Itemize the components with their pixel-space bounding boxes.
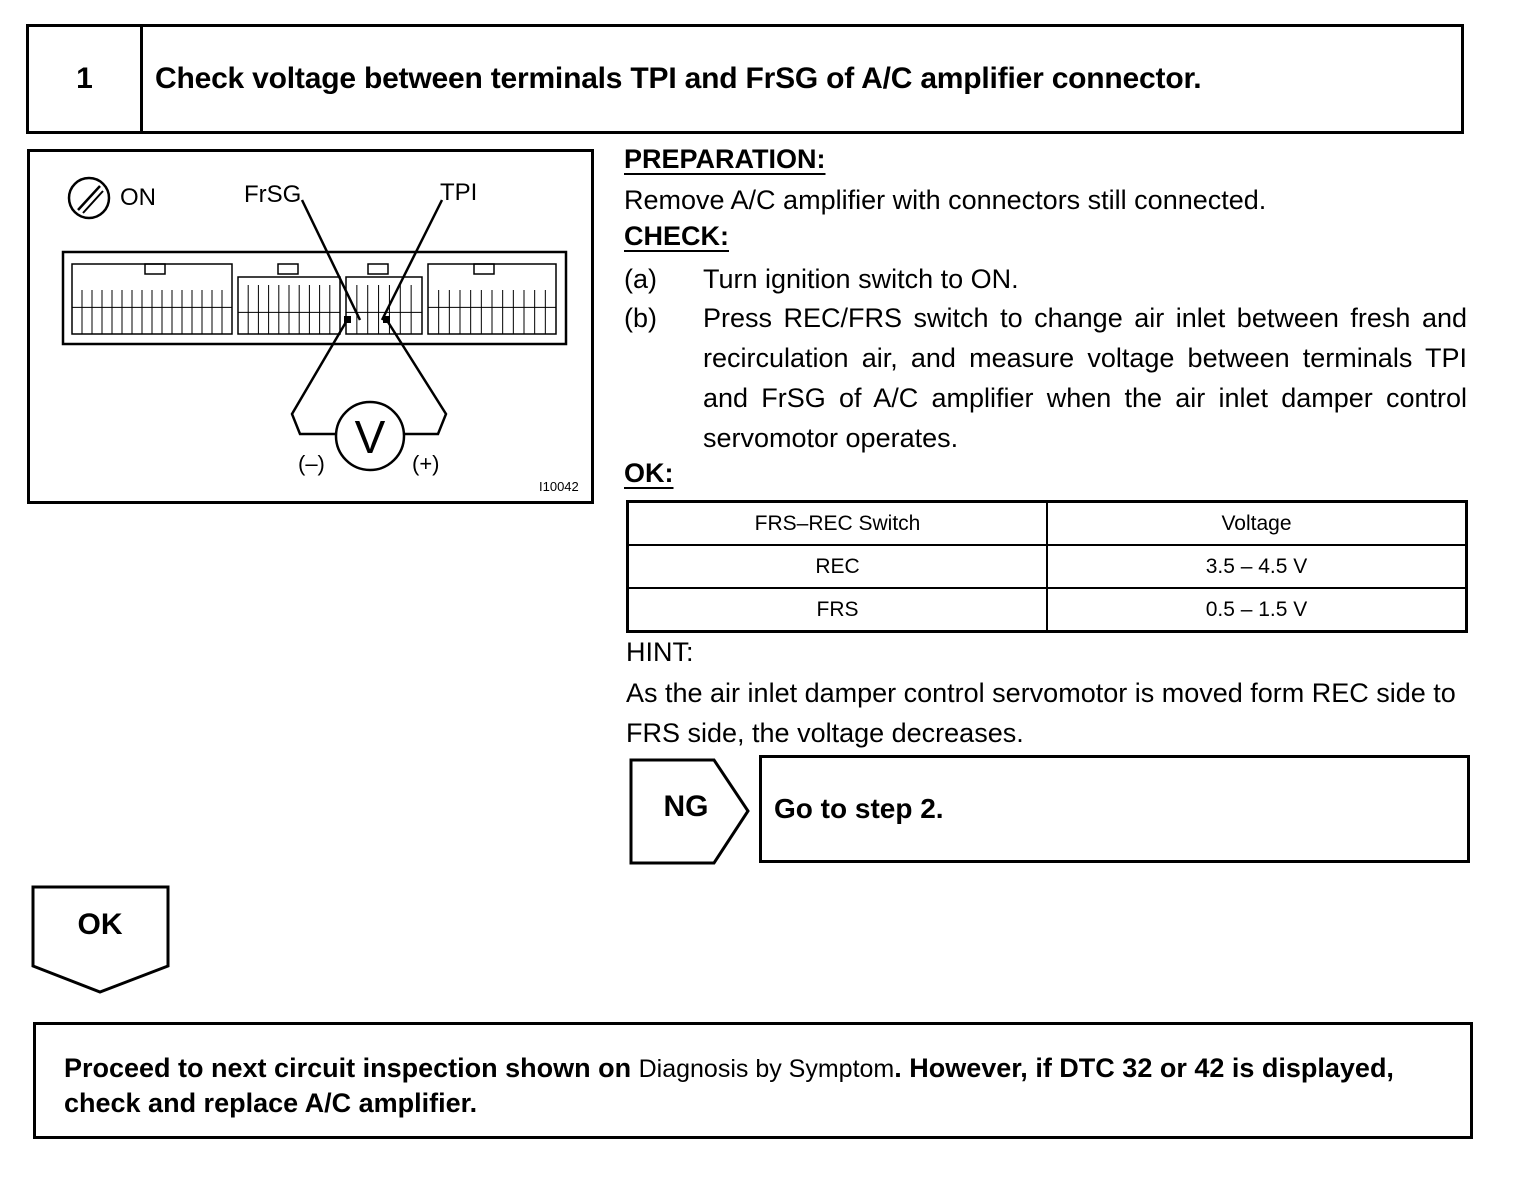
diagnosis-by-symptom-reference: Diagnosis by Symptom [638,1055,895,1083]
ignition-on-label: ON [120,184,156,211]
connector-pins [72,285,556,334]
plus-lead-label: (+) [412,451,440,476]
frsg-probe-point [344,316,351,323]
ok-arrow-label: OK [77,908,123,941]
final-text-part2: . However, if DTC 32 or 42 is displayed, check and replace A/C amplifier. [64,1053,1394,1118]
table-cell-switch: FRS [628,588,1048,632]
connector-diagram [27,149,594,504]
hint-label: HINT: [626,637,694,667]
check-step-a-text: Turn ignition switch to ON. [703,264,1019,294]
preparation-heading: PREPARATION: [624,144,826,174]
table-header-voltage: Voltage [1047,502,1467,546]
ok-heading: OK: [624,458,674,488]
table-cell-voltage: 0.5 – 1.5 V [1047,588,1467,632]
check-step-b-letter: (b) [624,303,657,333]
ng-result-text: Go to step 2. [774,793,944,824]
preparation-text: Remove A/C amplifier with connectors still connected. [624,185,1267,215]
step-header [26,24,1464,134]
figure-id: I10042 [539,479,579,494]
step-title: Check voltage between terminals TPI and FrSG of A/C amplifier connector. [155,62,1202,95]
check-heading: CHECK: [624,221,729,251]
minus-lead-label: (–) [298,451,325,476]
meter-leads [292,200,446,434]
voltmeter-icon [336,402,404,470]
check-step-a-letter: (a) [624,264,657,294]
connector-diagram-drawing [30,152,591,501]
voltage-spec-table [626,500,1468,633]
tpi-probe-point [383,316,390,323]
final-instruction-text [64,1051,1454,1120]
connector-body [63,252,566,344]
step-number: 1 [29,27,143,131]
ng-label: NG [663,790,709,823]
voltmeter-symbol: V [354,411,386,463]
hint-text: As the air inlet damper control servomotor is moved form REC side to FRS side, the voltage decreases. [626,678,1456,748]
check-step-b-text: Press REC/FRS switch to change air inlet between fresh and recirculation air, and measure voltage between terminals TPI and FrSG of A/C amplifier when the air inlet damper control servomotor operates. [703,303,1467,453]
final-instruction-box [33,1022,1473,1139]
table-cell-voltage: 3.5 – 4.5 V [1047,545,1467,588]
ng-result-box [759,755,1470,863]
table-row [628,545,1467,588]
final-text-part1: Proceed to next circuit inspection shown on [64,1053,639,1083]
table-row [628,588,1467,632]
terminal-tpi-label: TPI [440,179,478,206]
ignition-key-icon [69,178,109,218]
table-cell-switch: REC [628,545,1048,588]
terminal-frsg-label: FrSG [244,181,302,208]
table-header-switch: FRS–REC Switch [628,502,1048,546]
table-header-row [628,502,1467,546]
